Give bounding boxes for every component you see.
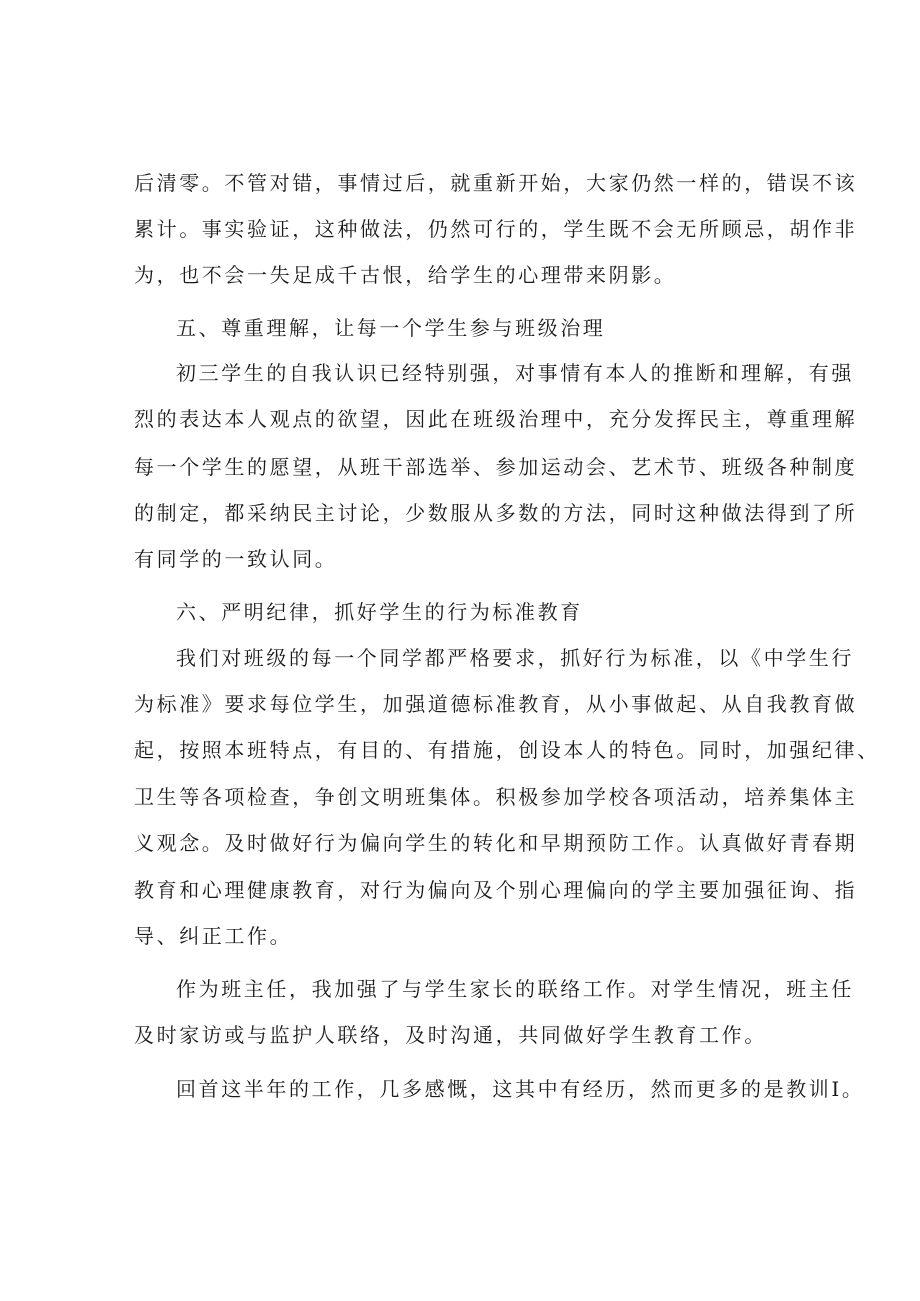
paragraph-first-line: 作为班主任，我加强了与学生家长的联络工作。对学生情况，班主任 (176, 977, 854, 1001)
paragraph-continuation-line: 义观念。及时做好行为偏向学生的转化和早期预防工作。认真做好青春期 (134, 831, 858, 855)
section-heading-6: 六、严明纪律，抓好学生的行为标准教育 (176, 600, 583, 624)
paragraph-continuation-line: 教育和心理健康教育，对行为偏向及个别心理偏向的学主要加强征询、指 (134, 878, 858, 902)
paragraph-first-line: 我们对班级的每一个同学都严格要求，抓好行为标准，以《中学生行 (176, 646, 854, 670)
paragraph-first-line: 回首这半年的工作，几多感慨，这其中有经历，然而更多的是教训I。 (176, 1077, 865, 1101)
paragraph-continuation-line: 有同学的一致认同。 (134, 547, 338, 571)
section-heading-5: 五、尊重理解，让每一个学生参与班级治理 (176, 316, 606, 340)
paragraph-continuation-line: 累计。事实验证，这种做法，仍然可行的，学生既不会无所顾忌，胡作非 (134, 217, 858, 241)
paragraph-continuation-line: 导、纠正工作。 (134, 924, 293, 948)
paragraph-continuation-line: 为，也不会一失足成千古恨，给学生的心理带来阴影。 (134, 263, 677, 287)
paragraph-continuation-line: 的制定，都采纳民主讨论，少数服从多数的方法，同时这种做法得到了所 (134, 501, 858, 525)
paragraph-continuation-line: 每一个学生的愿望，从班干部选举、参加运动会、艺术节、班级各种制度 (134, 455, 858, 479)
paragraph-continuation-line: 烈的表达本人观点的欲望，因此在班级治理中，充分发挥民主，尊重理解 (134, 407, 858, 431)
paragraph-continuation-line: 后清零。不管对错，事情过后，就重新开始，大家仍然一样的，错误不该 (134, 171, 858, 195)
paragraph-continuation-line: 为标准》要求每位学生，加强道德标准教育，从小事做起、从自我教育做 (134, 692, 858, 716)
paragraph-continuation-line: 起，按照本班特点，有目的、有措施，创设本人的特色。同时，加强纪律、 (134, 738, 880, 762)
paragraph-continuation-line: 卫生等各项检查，争创文明班集体。积极参加学校各项活动，培养集体主 (134, 785, 858, 809)
paragraph-continuation-line: 及时家访或与监护人联络，及时沟通，共同做好学生教育工作。 (134, 1023, 767, 1047)
paragraph-first-line: 初三学生的自我认识已经特别强，对事情有本人的推断和理解，有强 (176, 361, 854, 385)
